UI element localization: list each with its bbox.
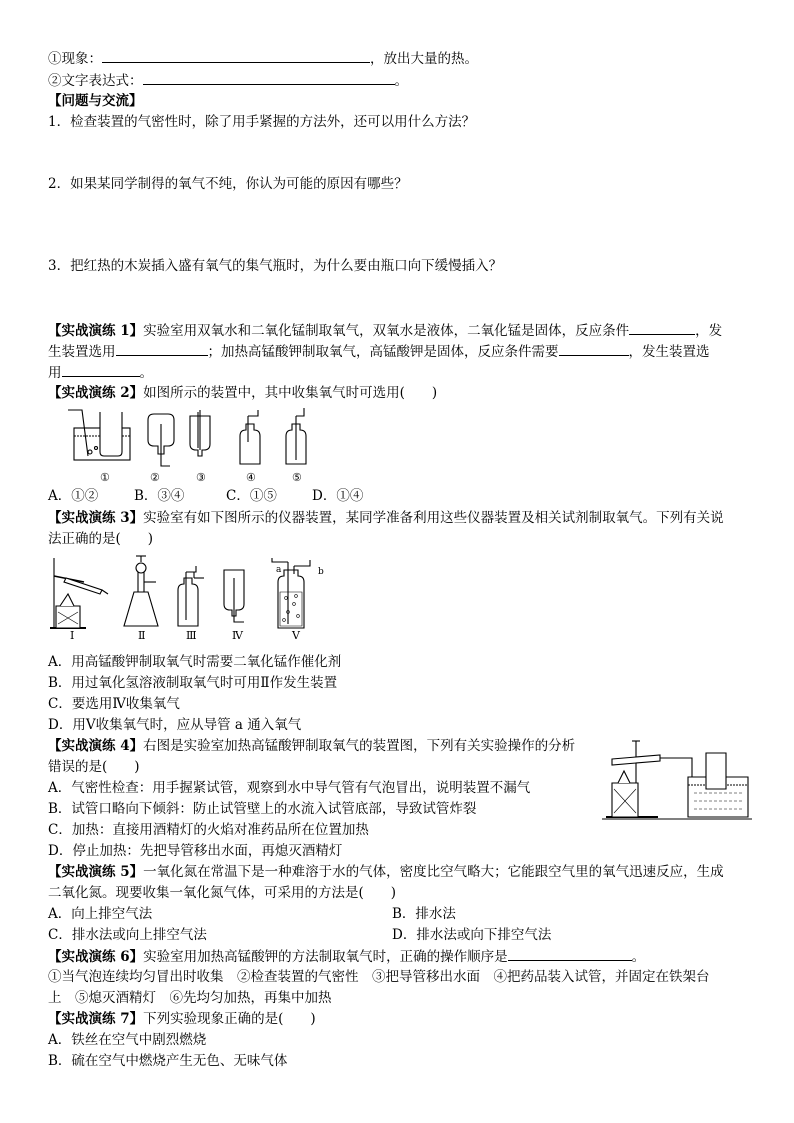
ex2-option-d[interactable]: D．①④: [312, 488, 364, 504]
ex2-fig-5-upright-bottle: [286, 408, 306, 464]
ex5-text: 一氧化氮在常温下是一种难溶于水的气体，密度比空气略大；它能跟空气里的氧气迅速反应，生成: [143, 864, 724, 880]
question-2: 2．如果某同学制得的氧气不纯，你认为可能的原因有哪些？: [48, 176, 408, 192]
ex2-option-c[interactable]: C．①⑤: [226, 488, 277, 504]
ex3-text: 实验室有如下图所示的仪器装置，某同学准备利用这些仪器装置及相关试剂制取氧气。下列有关说: [143, 510, 724, 526]
ex1-text: ，发生装置选: [628, 344, 710, 360]
ex4-text: 右图是实验室加热高锰酸钾制取氧气的装置图，下列有关实验操作的分析: [143, 738, 576, 754]
ex2-tag: 【实战演练 2】: [48, 385, 144, 401]
ex3-option-a[interactable]: A．用高锰酸钾制取氧气时需要二氧化锰作催化剂: [48, 654, 342, 670]
ex2-fig-label-1: ①: [100, 471, 110, 484]
ex7-option-b[interactable]: B．硫在空气中燃烧产生无色、无味气体: [48, 1053, 288, 1069]
ex6-text: 实验室用加热高锰酸钾的方法制取氧气时，正确的操作顺序是: [143, 949, 508, 965]
ex3-fig-3-collection-bottle: [178, 566, 204, 626]
discussion-heading: 【问题与交流】: [48, 93, 143, 109]
ex4-option-c[interactable]: C．加热：直接用酒精灯的火焰对准药品所在位置加热: [48, 822, 369, 838]
ex4-option-a[interactable]: A．气密性检查：用手握紧试管，观察到水中导气管有气泡冒出，说明装置不漏气: [48, 780, 531, 796]
ex3-tube-b-label: b: [318, 567, 324, 577]
ex1-blank-3[interactable]: [559, 341, 629, 356]
ex4-stem-1: [48, 736, 575, 756]
ex3-option-c[interactable]: C．要选用Ⅳ收集氧气: [48, 696, 180, 712]
ex6-steps-line-1: ①当气泡连续均匀冒出时收集 ②检查装置的气密性 ③把导管移出水面 ④把药品装入试管，并固定在铁架台: [48, 969, 710, 985]
ex6-steps-line-2: 上 ⑤熄灭酒精灯 ⑥先均匀加热，再集中加热: [48, 990, 332, 1006]
ex1-text: ，发: [695, 323, 723, 339]
ex4-tag: 【实战演练 4】: [48, 738, 144, 754]
ex5-option-d[interactable]: D．排水法或向下排空气法: [392, 927, 552, 943]
ex1-text: 用: [48, 365, 62, 381]
ex3-fig-label-4: Ⅳ: [232, 629, 243, 642]
ex7-stem: [48, 1009, 316, 1029]
ex3-tube-a-label: a: [276, 565, 282, 575]
ex2-stem: [48, 383, 437, 403]
ex6-stem: [48, 946, 645, 967]
ex1-blank-4[interactable]: [62, 362, 140, 377]
ex3-apparatus-figure: [46, 552, 336, 636]
ex3-fig-label-3: Ⅲ: [186, 629, 197, 642]
ex6-blank[interactable]: [508, 946, 632, 961]
question-1: 1．检查装置的气密性时，除了用手紧握的方法外，还可以用什么方法？: [48, 114, 476, 130]
ex1-tag: 【实战演练 1】: [48, 323, 144, 339]
ex2-text: 如图所示的装置中，其中收集氧气时可选用( ): [143, 385, 438, 401]
expression-blank[interactable]: [143, 70, 395, 85]
ex3-fig-2-conical-flask: [124, 556, 158, 626]
ex3-fig-1-heating-setup: [50, 558, 108, 628]
ex5-stem-2: 二氧化氮。现要收集一氧化氮气体，可采用的方法是( ): [48, 885, 397, 901]
ex4-option-d[interactable]: D．停止加热：先把导管移出水面，再熄灭酒精灯: [48, 843, 343, 859]
ex1-text: 生装置选用: [48, 344, 116, 360]
expression-label: ②文字表达式：: [48, 73, 143, 89]
ex4-option-b[interactable]: B．试管口略向下倾斜：防止试管壁上的水流入试管底部，导致试管炸裂: [48, 801, 477, 817]
expression-line: [48, 70, 408, 91]
ex3-option-b[interactable]: B．用过氧化氢溶液制取氧气时可用Ⅱ作发生装置: [48, 675, 338, 691]
ex1-text: 实验室用双氧水和二氧化锰制取氧气，双氧水是液体，二氧化锰是固体，反应条件: [143, 323, 630, 339]
ex3-option-d[interactable]: D．用Ⅴ收集氧气时，应从导管 a 通入氧气: [48, 717, 302, 733]
ex2-option-a[interactable]: A．①②: [48, 488, 99, 504]
ex2-fig-4-upright-bottle: [240, 410, 260, 464]
ex2-fig-2-inverted-bottle: [148, 414, 174, 466]
ex2-fig-1-water-trough: [68, 410, 130, 460]
ex2-option-b[interactable]: B．③④: [134, 488, 185, 504]
ex1-line-2: [48, 341, 710, 362]
ex1-blank-2[interactable]: [116, 341, 208, 356]
phenomenon-line: [48, 48, 478, 69]
ex2-fig-label-3: ③: [196, 471, 206, 484]
ex1-text: ；加热高锰酸钾制取氧气，高锰酸钾是固体，反应条件需要: [207, 344, 559, 360]
ex2-fig-label-2: ②: [150, 471, 160, 484]
ex5-option-c[interactable]: C．排水法或向上排空气法: [48, 927, 207, 943]
ex2-fig-label-5: ⑤: [292, 471, 302, 484]
ex5-stem-1: [48, 862, 724, 882]
expression-suffix: 。: [394, 73, 408, 89]
ex6-tag: 【实战演练 6】: [48, 949, 144, 965]
ex7-option-a[interactable]: A．铁丝在空气中剧烈燃烧: [48, 1032, 207, 1048]
ex1-line-3: [48, 362, 153, 383]
ex5-option-a[interactable]: A．向上排空气法: [48, 906, 153, 922]
ex2-fig-3-inverted-bottle: [190, 410, 210, 456]
phenomenon-label: ①现象：: [48, 51, 102, 67]
ex3-stem-2: 法正确的是( ): [48, 531, 154, 547]
ex6-text: 。: [631, 949, 646, 965]
ex1-line-1: [48, 320, 722, 341]
ex3-tag: 【实战演练 3】: [48, 510, 144, 526]
phenomenon-suffix: ，放出大量的热。: [370, 51, 478, 67]
ex3-fig-label-1: Ⅰ: [70, 629, 75, 642]
phenomenon-blank[interactable]: [102, 48, 370, 63]
question-3: 3．把红热的木炭插入盛有氧气的集气瓶时，为什么要由瓶口向下缓慢插入？: [48, 258, 503, 274]
ex3-fig-label-5: Ⅴ: [292, 629, 300, 642]
ex3-stem-1: [48, 508, 724, 528]
ex1-blank-1[interactable]: [629, 320, 695, 335]
ex5-tag: 【实战演练 5】: [48, 864, 144, 880]
ex4-stem-2: 错误的是( ): [48, 759, 140, 775]
ex7-text: 下列实验现象正确的是( ): [143, 1011, 316, 1027]
ex5-option-b[interactable]: B．排水法: [392, 906, 456, 922]
ex4-apparatus-figure: [602, 737, 752, 823]
ex7-tag: 【实战演练 7】: [48, 1011, 144, 1027]
ex2-fig-label-4: ④: [246, 471, 256, 484]
ex3-fig-label-2: Ⅱ: [138, 629, 146, 642]
ex3-fig-4-inverted-bottle: [224, 570, 244, 622]
ex1-text: 。: [139, 365, 153, 381]
